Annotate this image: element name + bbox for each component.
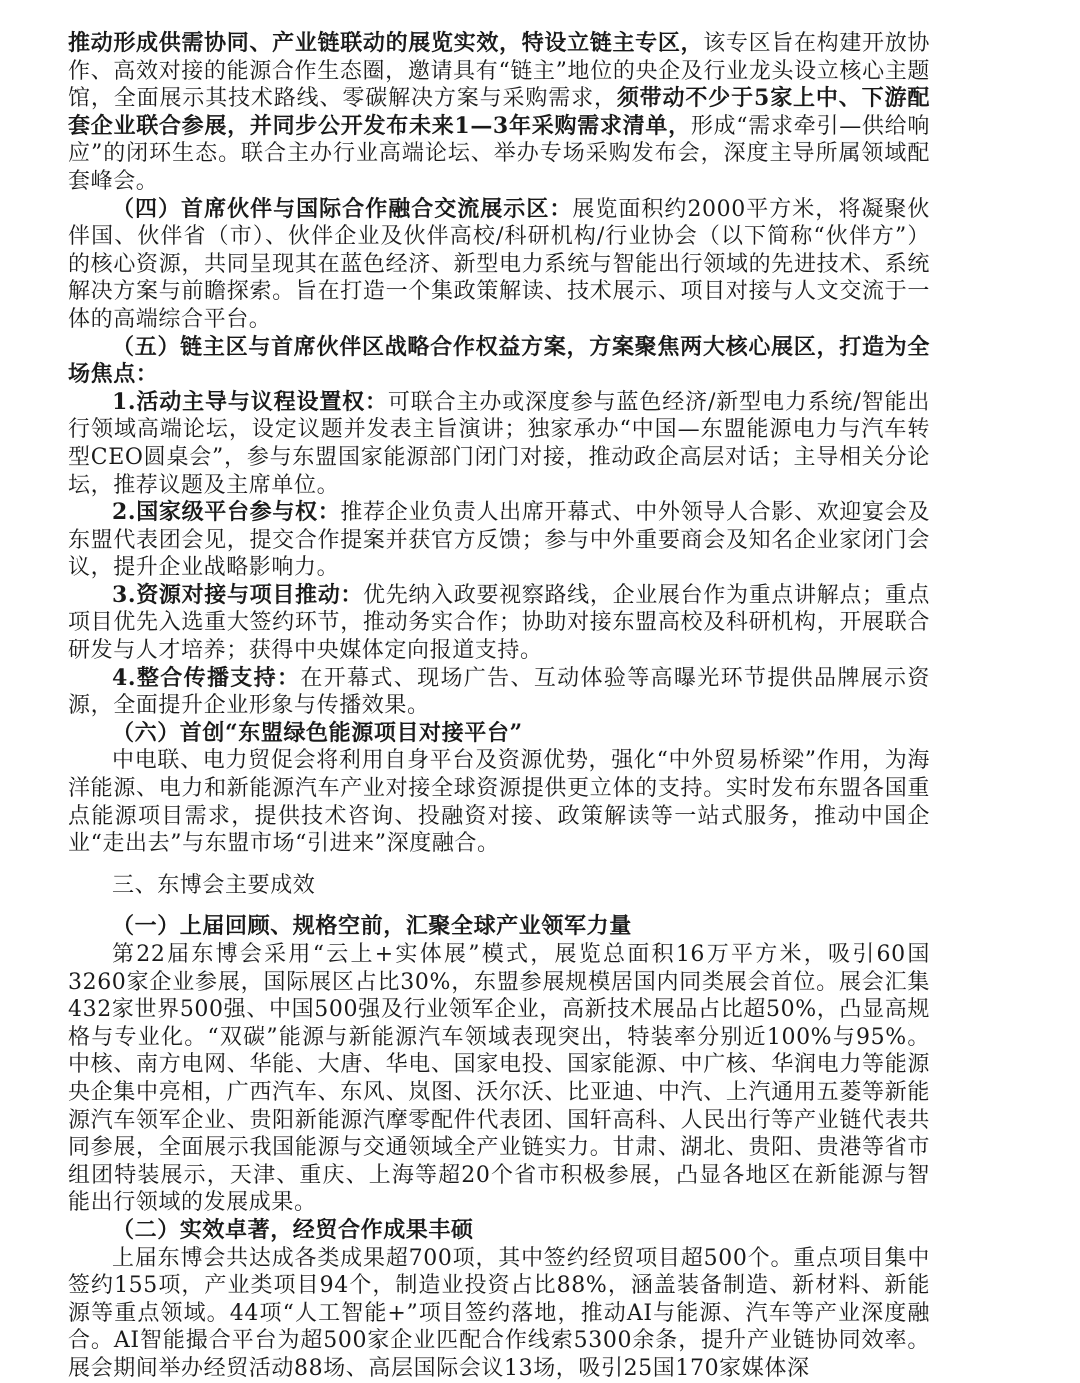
body-text: 该专区旨在构建开放协作、高效对接的能源合作生态圈，邀请具有“链主”地位的央企及行业龙头设立核心主题馆，全面展示其技术路线、零碳解决方案与采购需求，: [68, 31, 930, 112]
document-body: [68, 30, 930, 1383]
paragraph-review-heading: [68, 913, 930, 941]
body-text: 推荐企业负责人出席开幕式、中外领导人合影、欢迎宴会及东盟代表团会见，提交合作提案并获官方反馈；参与中外重要商会及知名企业家闭门会议，提升企业战略影响力。: [68, 500, 930, 581]
paragraph-chain-leader-zone: [68, 30, 930, 196]
item-heading: 4.整合传播支持：: [112, 664, 301, 691]
paragraph-right-4: [68, 665, 930, 720]
paragraph-strategic-rights: [68, 334, 930, 389]
paragraph-right-1: [68, 389, 930, 499]
bold-text: 推动形成供需协同、产业链联动的展览实效，特设立链主专区，: [68, 30, 704, 56]
bold-text: 须带动不少于5家上中、下游配套企业联合参展，并同步公开发布未来1—3年采购需求清单，: [68, 85, 930, 139]
paragraph-review-body: [68, 941, 930, 1217]
paragraph-partner-zone: [68, 196, 930, 334]
item-heading: 1.活动主导与议程设置权：: [112, 388, 388, 415]
subheading: （二）实效卓著，经贸合作成果丰硕: [112, 1216, 474, 1243]
section-heading: 三、东博会主要成效: [112, 872, 316, 898]
subheading: （四）首席伙伴与国际合作融合交流展示区：: [112, 195, 573, 222]
subheading: （六）首创“东盟绿色能源项目对接平台”: [112, 719, 523, 746]
item-heading: 2.国家级平台参与权：: [112, 499, 341, 526]
item-heading: 3.资源对接与项目推动：: [112, 581, 364, 608]
paragraph-results-body: [68, 1245, 930, 1383]
body-text: 优先纳入政要视察路线，企业展台作为重点讲解点；重点项目优先入选重大签约环节，推动务实合作；协助对接东盟高校及科研机构，开展联合研发与人才培养；获得中央媒体定向报道支持。: [68, 582, 930, 664]
body-text: 上届东博会共达成各类成果超700项，其中签约经贸项目超500个。重点项目集中签约155项，产业类项目94个，制造业投资占比88%，涵盖装备制造、新材料、新能源等重点领域。44项“人工智能+”项目签约落地，推动AI与能源、汽车等产业深度融合。AI智能撮合平台为超500家企业匹配合作线索5300余条，提升产业链协同效率。展会期间举办经贸活动88场、高层国际会议13场，吸引25国170家媒体深: [68, 1245, 930, 1381]
body-text: 第22届东博会采用“云上+实体展”模式，展览总面积16万平方米，吸引60国3260家企业参展，国际展区占比30%，东盟参展规模居国内同类展会首位。展会汇集432家世界500强、中国500强及行业领军企业，高新技术展品占比超50%，凸显高规格与专业化。“双碳”能源与新能源汽车领域表现突出，特装率分别近100%与95%。中核、南方电网、华能、大唐、华电、国家电投、国家能源、中广核、华润电力等能源央企集中亮相，广西汽车、东风、岚图、沃尔沃、比亚迪、中汽、上汽通用五菱等新能源汽车领军企业、贵阳新能源汽摩零配件代表团、国轩高科、人民出行等产业链代表共同参展，全面展示我国能源与交通领域全产业链实力。甘肃、湖北、贵阳、贵港等省市组团特装展示，天津、重庆、上海等超20个省市积极参展，凸显各地区在新能源与智能出行领域的发展成果。: [68, 942, 930, 1216]
body-text: 可联合主办或深度参与蓝色经济/新型电力系统/智能出行领域高端论坛，设定议题并发表主旨演讲；独家承办“中国—东盟能源电力与汽车转型CEO圆桌会”，参与东盟国家能源部门闭门对接，推动政企高层对话；主导相关分论坛，推荐议题及主席单位。: [68, 389, 930, 498]
paragraph-platform-heading: [68, 720, 930, 748]
subheading: （一）上届回顾、规格空前，汇聚全球产业领军力量: [112, 913, 632, 940]
paragraph-right-2: [68, 499, 930, 582]
paragraph-platform-body: [68, 747, 930, 857]
paragraph-results-heading: [68, 1217, 930, 1245]
subheading: （五）链主区与首席伙伴区战略合作权益方案，方案聚焦两大核心展区，打造为全场焦点：: [68, 333, 930, 388]
paragraph-right-3: [68, 582, 930, 665]
body-text: 展览面积约2000平方米，将凝聚伙伴国、伙伴省（市）、伙伴企业及伙伴高校/科研机构/行业协会（以下简称“伙伴方”）的核心资源，共同呈现其在蓝色经济、新型电力系统与智能出行领域的先进技术、系统解决方案与前瞻探索。旨在打造一个集政策解读、技术展示、项目对接与人文交流于一体的高端综合平台。: [68, 196, 930, 332]
body-text: 中电联、电力贸促会将利用自身平台及资源优势，强化“中外贸易桥梁”作用，为海洋能源、电力和新能源汽车产业对接全球资源提供更立体的支持。实时发布东盟各国重点能源项目需求，提供技术咨询、投融资对接、政策解读等一站式服务，推动中国企业“走出去”与东盟市场“引进来”深度融合。: [68, 748, 930, 857]
body-text: 形成“需求牵引—供给响应”的闭环生态。联合主办行业高端论坛、举办专场采购发布会，深度主导所属领域配套峰会。: [68, 113, 930, 194]
body-text: 在开幕式、现场广告、互动体验等高曝光环节提供品牌展示资源，全面提升企业形象与传播效果。: [68, 665, 931, 719]
